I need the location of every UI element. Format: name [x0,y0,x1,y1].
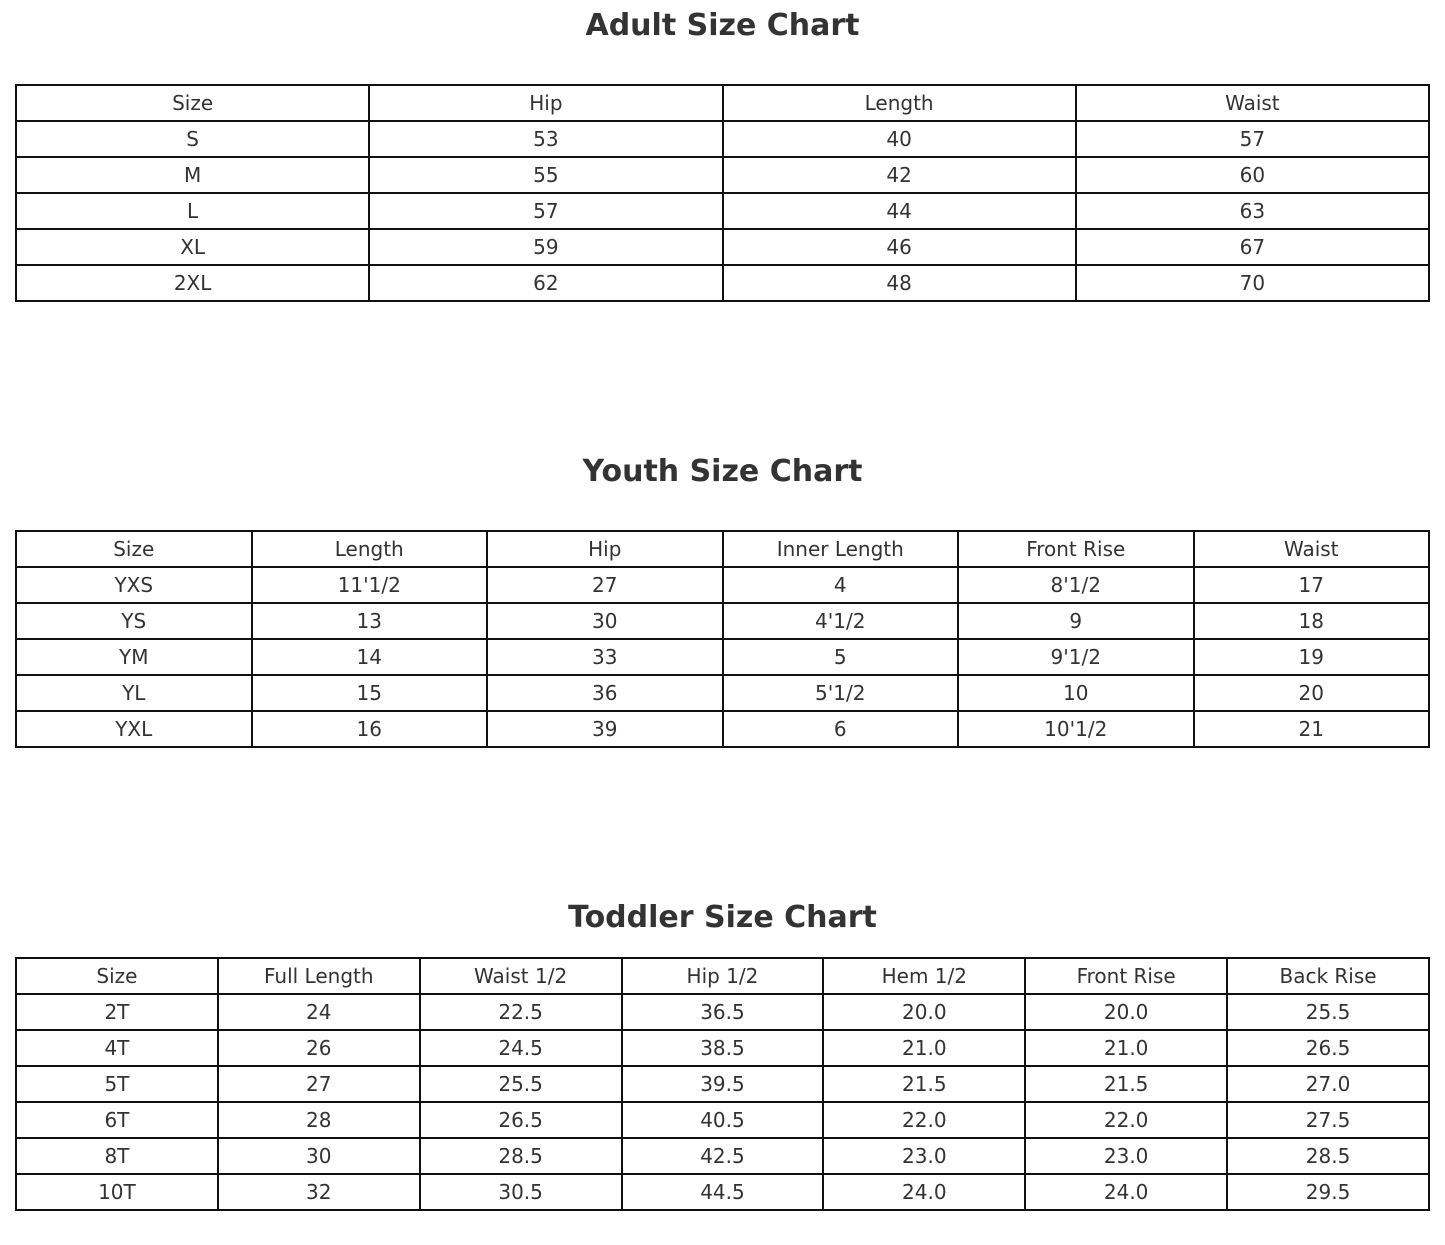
column-header: Length [252,531,488,567]
measurement-cell: 27.0 [1227,1066,1429,1102]
size-label-cell: 6T [16,1102,218,1138]
column-header: Length [723,85,1076,121]
size-label-cell: S [16,121,369,157]
chart-title: Youth Size Chart [582,454,863,489]
chart-title: Toddler Size Chart [568,900,877,935]
measurement-cell: 15 [252,675,488,711]
measurement-cell: 25.5 [1227,994,1429,1030]
measurement-cell: 27.5 [1227,1102,1429,1138]
column-header: Waist [1194,531,1430,567]
measurement-cell: 24.5 [420,1030,622,1066]
measurement-cell: 9'1/2 [958,639,1194,675]
table-row [16,994,1429,1030]
table-row [16,567,1429,603]
measurement-cell: 55 [369,157,722,193]
table-row [16,157,1429,193]
size-label-cell: 8T [16,1138,218,1174]
column-header: Waist 1/2 [420,958,622,994]
size-label-cell: 2XL [16,265,369,301]
measurement-cell: 40 [723,121,1076,157]
size-label-cell: 5T [16,1066,218,1102]
measurement-cell: 30 [218,1138,420,1174]
column-header: Front Rise [958,531,1194,567]
measurement-cell: 6 [723,711,959,747]
measurement-cell: 29.5 [1227,1174,1429,1210]
measurement-cell: 5 [723,639,959,675]
measurement-cell: 22.5 [420,994,622,1030]
measurement-cell: 26.5 [420,1102,622,1138]
size-label-cell: XL [16,229,369,265]
table-body [16,121,1429,301]
measurement-cell: 4 [723,567,959,603]
table-row [16,603,1429,639]
column-header: Back Rise [1227,958,1429,994]
measurement-cell: 17 [1194,567,1430,603]
table-row [16,675,1429,711]
size-label-cell: YXL [16,711,252,747]
measurement-cell: 57 [1076,121,1429,157]
measurement-cell: 22.0 [1025,1102,1227,1138]
column-header: Front Rise [1025,958,1227,994]
measurement-cell: 14 [252,639,488,675]
measurement-cell: 25.5 [420,1066,622,1102]
column-header: Hip [369,85,722,121]
measurement-cell: 59 [369,229,722,265]
size-label-cell: YXS [16,567,252,603]
table-row [16,1174,1429,1210]
measurement-cell: 28 [218,1102,420,1138]
size-label-cell: YL [16,675,252,711]
column-header: Hem 1/2 [823,958,1025,994]
measurement-cell: 39 [487,711,723,747]
header-row [16,85,1429,121]
table-row [16,193,1429,229]
header-row [16,958,1429,994]
measurement-cell: 30.5 [420,1174,622,1210]
measurement-cell: 27 [487,567,723,603]
size-label-cell: L [16,193,369,229]
measurement-cell: 53 [369,121,722,157]
measurement-cell: 36.5 [622,994,824,1030]
table-row [16,121,1429,157]
measurement-cell: 60 [1076,157,1429,193]
measurement-cell: 26.5 [1227,1030,1429,1066]
measurement-cell: 63 [1076,193,1429,229]
measurement-cell: 20.0 [1025,994,1227,1030]
measurement-cell: 4'1/2 [723,603,959,639]
table-body [16,567,1429,747]
measurement-cell: 42 [723,157,1076,193]
measurement-cell: 44 [723,193,1076,229]
table-row [16,1030,1429,1066]
measurement-cell: 39.5 [622,1066,824,1102]
measurement-cell: 8'1/2 [958,567,1194,603]
size-label-cell: 2T [16,994,218,1030]
measurement-cell: 62 [369,265,722,301]
measurement-cell: 38.5 [622,1030,824,1066]
measurement-cell: 21.0 [1025,1030,1227,1066]
size-label-cell: YS [16,603,252,639]
measurement-cell: 42.5 [622,1138,824,1174]
table-row [16,711,1429,747]
size-table [15,957,1430,1211]
measurement-cell: 23.0 [1025,1138,1227,1174]
measurement-cell: 18 [1194,603,1430,639]
table-row [16,1138,1429,1174]
measurement-cell: 11'1/2 [252,567,488,603]
size-label-cell: YM [16,639,252,675]
measurement-cell: 46 [723,229,1076,265]
measurement-cell: 20 [1194,675,1430,711]
column-header: Full Length [218,958,420,994]
measurement-cell: 21 [1194,711,1430,747]
measurement-cell: 33 [487,639,723,675]
header-row [16,531,1429,567]
measurement-cell: 70 [1076,265,1429,301]
measurement-cell: 32 [218,1174,420,1210]
column-header: Size [16,958,218,994]
column-header: Size [16,531,252,567]
measurement-cell: 16 [252,711,488,747]
measurement-cell: 26 [218,1030,420,1066]
measurement-cell: 19 [1194,639,1430,675]
column-header: Hip [487,531,723,567]
measurement-cell: 27 [218,1066,420,1102]
table-body [16,994,1429,1210]
table-row [16,1102,1429,1138]
measurement-cell: 24.0 [823,1174,1025,1210]
measurement-cell: 24 [218,994,420,1030]
measurement-cell: 28.5 [1227,1138,1429,1174]
measurement-cell: 22.0 [823,1102,1025,1138]
measurement-cell: 21.0 [823,1030,1025,1066]
measurement-cell: 23.0 [823,1138,1025,1174]
measurement-cell: 21.5 [1025,1066,1227,1102]
column-header: Inner Length [723,531,959,567]
chart-title: Adult Size Chart [585,8,860,43]
measurement-cell: 10 [958,675,1194,711]
measurement-cell: 40.5 [622,1102,824,1138]
measurement-cell: 30 [487,603,723,639]
column-header: Size [16,85,369,121]
size-table [15,84,1430,302]
table-row [16,639,1429,675]
column-header: Waist [1076,85,1429,121]
size-label-cell: 4T [16,1030,218,1066]
size-label-cell: 10T [16,1174,218,1210]
measurement-cell: 36 [487,675,723,711]
measurement-cell: 10'1/2 [958,711,1194,747]
measurement-cell: 5'1/2 [723,675,959,711]
size-table [15,530,1430,748]
table-row [16,265,1429,301]
table-row [16,229,1429,265]
measurement-cell: 67 [1076,229,1429,265]
column-header: Hip 1/2 [622,958,824,994]
measurement-cell: 9 [958,603,1194,639]
measurement-cell: 44.5 [622,1174,824,1210]
measurement-cell: 24.0 [1025,1174,1227,1210]
size-label-cell: M [16,157,369,193]
measurement-cell: 21.5 [823,1066,1025,1102]
measurement-cell: 13 [252,603,488,639]
table-row [16,1066,1429,1102]
measurement-cell: 48 [723,265,1076,301]
measurement-cell: 28.5 [420,1138,622,1174]
measurement-cell: 20.0 [823,994,1025,1030]
measurement-cell: 57 [369,193,722,229]
